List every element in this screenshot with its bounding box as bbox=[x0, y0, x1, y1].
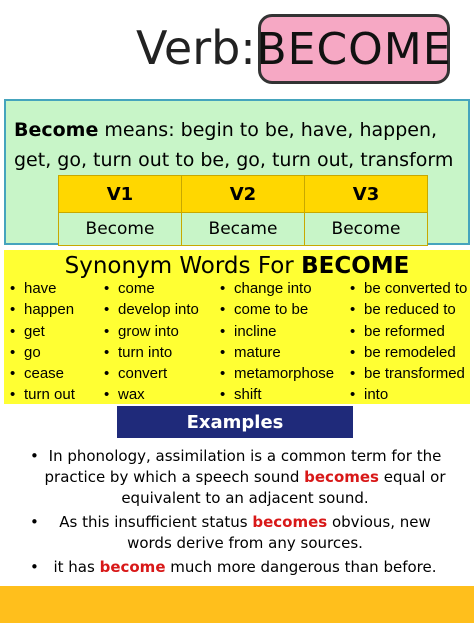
synonym-item: • come to be bbox=[218, 299, 334, 320]
examples-list bbox=[30, 446, 450, 581]
examples-heading-label: Examples bbox=[186, 411, 284, 433]
synonym-item: • turn into bbox=[102, 342, 199, 363]
synonym-item: • be transformed bbox=[348, 363, 467, 384]
synonyms-title-word: BECOME bbox=[301, 253, 410, 279]
synonym-item: • come bbox=[102, 278, 199, 299]
synonym-item: • change into bbox=[218, 278, 334, 299]
example-highlight: becomes bbox=[304, 468, 379, 486]
synonym-item: • get bbox=[8, 321, 75, 342]
verb-forms-header-row bbox=[59, 176, 428, 213]
example-text: As this insufficient status bbox=[59, 513, 253, 531]
synonym-item: • wax bbox=[102, 384, 199, 405]
meaning-box bbox=[4, 99, 470, 245]
synonym-item: • be reduced to bbox=[348, 299, 467, 320]
synonym-item: • metamorphose bbox=[218, 363, 334, 384]
value-v1: Become bbox=[59, 213, 182, 246]
example-text: it has bbox=[53, 558, 100, 576]
synonyms-title-prefix: Synonym Words For bbox=[64, 253, 302, 279]
header bbox=[0, 0, 474, 96]
example-item bbox=[30, 446, 450, 509]
value-v3: Become bbox=[305, 213, 428, 246]
synonyms-box bbox=[4, 250, 470, 404]
example-text: In phonology, assimilation is a common term for the practice by which a speech sound bbox=[44, 447, 442, 486]
synonym-item: • be reformed bbox=[348, 321, 467, 342]
example-text: equal or equivalent to an adjacent sound. bbox=[121, 468, 446, 507]
synonym-item: • develop into bbox=[102, 299, 199, 320]
example-item bbox=[30, 512, 450, 554]
synonym-item: • convert bbox=[102, 363, 199, 384]
verb-label: Verb: bbox=[136, 21, 256, 75]
synonym-item: • mature bbox=[218, 342, 334, 363]
word-box bbox=[258, 14, 450, 84]
header-v1: V1 bbox=[59, 176, 182, 213]
synonym-item: • turn out bbox=[8, 384, 75, 405]
synonym-item: • into bbox=[348, 384, 467, 405]
synonym-item: • have bbox=[8, 278, 75, 299]
verb-forms-value-row bbox=[59, 213, 428, 246]
meaning-definition: means: begin to be, have, happen, get, go, turn out to be, go, turn out, transform bbox=[14, 119, 454, 171]
verb-word: BECOME bbox=[256, 23, 452, 75]
example-highlight: becomes bbox=[252, 513, 328, 531]
synonym-item: • shift bbox=[218, 384, 334, 405]
synonym-item: • be remodeled bbox=[348, 342, 467, 363]
header-v3: V3 bbox=[305, 176, 428, 213]
meaning-term: Become bbox=[14, 119, 99, 141]
value-v2: Became bbox=[181, 213, 304, 246]
footer-bar bbox=[0, 586, 474, 623]
synonym-item: • go bbox=[8, 342, 75, 363]
examples-heading bbox=[117, 406, 353, 438]
example-text: obvious, new words derive from any sources. bbox=[127, 513, 431, 552]
synonyms-column-1 bbox=[8, 278, 75, 406]
example-item bbox=[30, 557, 450, 578]
example-text: much more dangerous than before. bbox=[165, 558, 437, 576]
example-highlight: become bbox=[99, 558, 166, 576]
header-v2: V2 bbox=[181, 176, 304, 213]
synonym-item: • be converted to bbox=[348, 278, 467, 299]
synonyms-column-4 bbox=[348, 278, 467, 406]
verb-forms-table bbox=[58, 175, 428, 246]
synonyms-column-2 bbox=[102, 278, 199, 406]
synonyms-column-3 bbox=[218, 278, 334, 406]
synonym-item: • cease bbox=[8, 363, 75, 384]
meaning-text bbox=[14, 115, 466, 175]
synonym-item: • happen bbox=[8, 299, 75, 320]
synonym-item: • grow into bbox=[102, 321, 199, 342]
synonym-item: • incline bbox=[218, 321, 334, 342]
